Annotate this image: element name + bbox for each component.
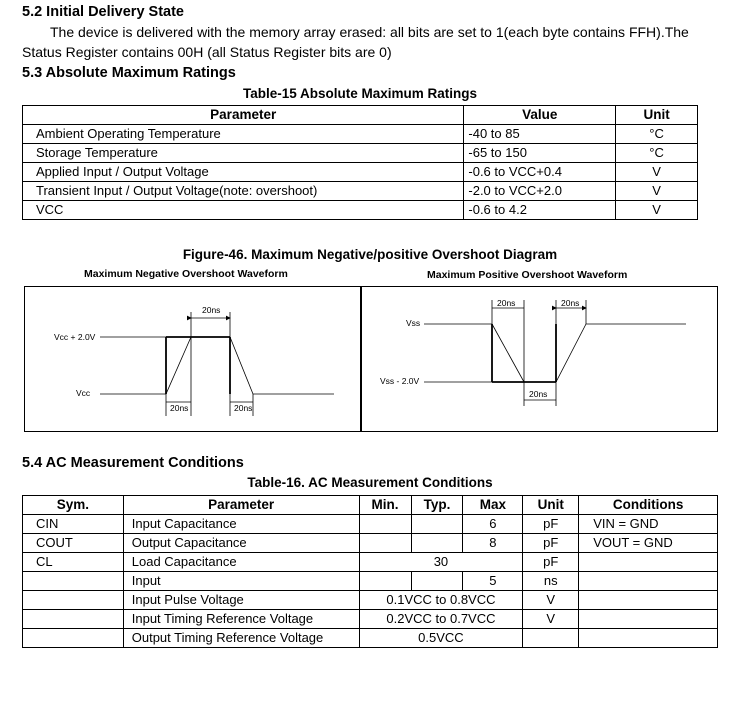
section-5-3-heading: 5.3 Absolute Maximum Ratings <box>22 65 236 81</box>
right-diagram-title: Maximum Positive Overshoot Waveform <box>427 269 628 281</box>
table-cell: Storage Temperature <box>23 144 464 163</box>
table-cell: V <box>523 610 579 629</box>
table-cell: pF <box>523 515 579 534</box>
table-cell <box>579 553 718 572</box>
table-cell: -0.6 to VCC+0.4 <box>464 163 616 182</box>
table-cell: 5 <box>463 572 523 591</box>
left-time-bottom-1: 20ns <box>170 403 189 413</box>
table-cell: 0.5VCC <box>359 629 523 648</box>
table-cell <box>579 591 718 610</box>
table-row <box>23 163 698 182</box>
table-16-header-row <box>23 496 718 515</box>
table-cell: V <box>523 591 579 610</box>
negative-overshoot-diagram <box>24 286 362 432</box>
section-5-2-line2: Status Register contains 00H (all Status Register bits are 0) <box>22 44 392 60</box>
table-row <box>23 182 698 201</box>
table-cell: Input Pulse Voltage <box>123 591 359 610</box>
table-cell: Load Capacitance <box>123 553 359 572</box>
table-row <box>23 515 718 534</box>
table-cell: 0.1VCC to 0.8VCC <box>359 591 523 610</box>
table-cell: V <box>616 182 698 201</box>
table-cell: ns <box>523 572 579 591</box>
table-16-header: Min. <box>359 496 411 515</box>
table-cell: Input <box>123 572 359 591</box>
table-cell: 0.2VCC to 0.7VCC <box>359 610 523 629</box>
right-time-top-1: 20ns <box>497 298 516 308</box>
table-16 <box>22 495 718 648</box>
table-cell: Output Timing Reference Voltage <box>123 629 359 648</box>
label-vcc-plus-2v: Vcc + 2.0V <box>54 332 96 342</box>
table-16-header: Conditions <box>579 496 718 515</box>
table-cell <box>579 610 718 629</box>
table-cell: pF <box>523 553 579 572</box>
table-cell <box>523 629 579 648</box>
table-cell <box>23 591 124 610</box>
table-cell <box>23 572 124 591</box>
table-row <box>23 144 698 163</box>
table-cell: CIN <box>23 515 124 534</box>
left-diagram-title: Maximum Negative Overshoot Waveform <box>84 268 288 280</box>
table-cell: -65 to 150 <box>464 144 616 163</box>
table-cell: Input Timing Reference Voltage <box>123 610 359 629</box>
label-vcc: Vcc <box>76 388 91 398</box>
table-15 <box>22 105 698 220</box>
table-cell: °C <box>616 144 698 163</box>
table-row <box>23 201 698 220</box>
table-cell: VIN = GND <box>579 515 718 534</box>
table-16-header: Sym. <box>23 496 124 515</box>
table-15-header-unit: Unit <box>616 106 698 125</box>
table-cell: Input Capacitance <box>123 515 359 534</box>
table-16-caption: Table-16. AC Measurement Conditions <box>247 475 493 490</box>
table-row <box>23 629 718 648</box>
table-row <box>23 591 718 610</box>
label-vss: Vss <box>406 318 421 328</box>
table-cell: Output Capacitance <box>123 534 359 553</box>
right-time-bottom: 20ns <box>529 389 548 399</box>
table-15-caption: Table-15 Absolute Maximum Ratings <box>242 86 478 101</box>
table-16-header: Unit <box>523 496 579 515</box>
table-16-header: Max <box>463 496 523 515</box>
table-cell: -2.0 to VCC+2.0 <box>464 182 616 201</box>
table-15-header-parameter: Parameter <box>23 106 464 125</box>
table-cell: -40 to 85 <box>464 125 616 144</box>
table-cell: pF <box>523 534 579 553</box>
table-cell: 6 <box>463 515 523 534</box>
left-time-top: 20ns <box>202 305 221 315</box>
table-cell: Transient Input / Output Voltage(note: overshoot) <box>23 182 464 201</box>
table-cell: COUT <box>23 534 124 553</box>
table-row <box>23 610 718 629</box>
table-15-header-row <box>23 106 698 125</box>
table-row <box>23 572 718 591</box>
table-cell: CL <box>23 553 124 572</box>
table-cell <box>411 572 463 591</box>
table-cell <box>579 572 718 591</box>
table-row <box>23 534 718 553</box>
figure-46-caption: Figure-46. Maximum Negative/positive Overshoot Diagram <box>182 247 558 262</box>
table-cell <box>23 629 124 648</box>
table-cell <box>359 515 411 534</box>
left-time-bottom-2: 20ns <box>234 403 253 413</box>
table-cell: Ambient Operating Temperature <box>23 125 464 144</box>
table-16-header: Typ. <box>411 496 463 515</box>
table-cell <box>411 515 463 534</box>
table-cell: V <box>616 163 698 182</box>
table-16-header: Parameter <box>123 496 359 515</box>
table-cell: V <box>616 201 698 220</box>
table-cell <box>359 534 411 553</box>
table-cell: VCC <box>23 201 464 220</box>
table-15-header-value: Value <box>464 106 616 125</box>
table-cell: 30 <box>359 553 523 572</box>
table-row <box>23 553 718 572</box>
label-vss-minus-2v: Vss - 2.0V <box>380 376 420 386</box>
positive-overshoot-diagram <box>360 286 718 432</box>
table-cell <box>359 572 411 591</box>
section-5-2-heading: 5.2 Initial Delivery State <box>22 4 184 20</box>
table-cell <box>23 610 124 629</box>
table-cell: -0.6 to 4.2 <box>464 201 616 220</box>
table-cell: °C <box>616 125 698 144</box>
table-cell <box>411 534 463 553</box>
table-cell: Applied Input / Output Voltage <box>23 163 464 182</box>
section-5-4-heading: 5.4 AC Measurement Conditions <box>22 455 244 471</box>
table-cell <box>579 629 718 648</box>
section-5-2-line1: The device is delivered with the memory array erased: all bits are set to 1(each byte contains FFH).The <box>50 24 689 40</box>
table-cell: VOUT = GND <box>579 534 718 553</box>
table-cell: 8 <box>463 534 523 553</box>
table-row <box>23 125 698 144</box>
right-time-top-2: 20ns <box>561 298 580 308</box>
